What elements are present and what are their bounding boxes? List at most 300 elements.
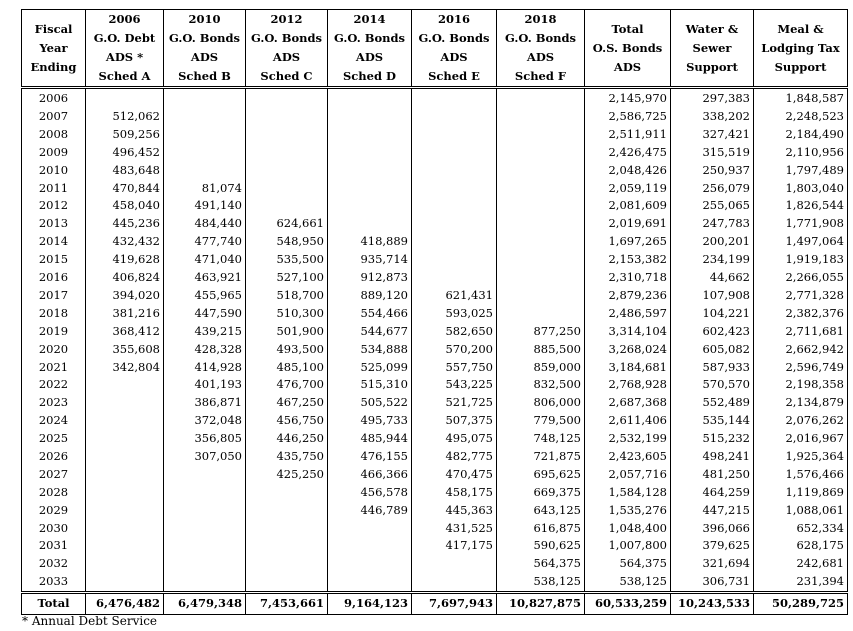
amount-cell: 1,697,265 xyxy=(585,233,671,251)
amount-cell: 2,076,262 xyxy=(754,412,848,430)
amount-cell xyxy=(86,88,164,108)
amount-cell: 889,120 xyxy=(328,287,412,305)
fiscal-year-cell: 2006 xyxy=(22,88,86,108)
amount-cell xyxy=(328,144,412,162)
amount-cell: 535,144 xyxy=(671,412,754,430)
column-header xyxy=(497,10,585,88)
table-footer xyxy=(22,592,848,614)
amount-cell: 381,216 xyxy=(86,305,164,323)
amount-cell: 593,025 xyxy=(412,305,497,323)
amount-cell: 466,366 xyxy=(328,466,412,484)
amount-cell: 587,933 xyxy=(671,358,754,376)
amount-cell: 406,824 xyxy=(86,269,164,287)
amount-cell: 477,740 xyxy=(164,233,246,251)
table-row xyxy=(22,144,848,162)
amount-cell: 621,431 xyxy=(412,287,497,305)
amount-cell: 515,310 xyxy=(328,376,412,394)
fiscal-year-cell: 2019 xyxy=(22,323,86,341)
amount-cell: 832,500 xyxy=(497,376,585,394)
fiscal-year-cell: 2023 xyxy=(22,394,86,412)
table-row xyxy=(22,466,848,484)
amount-cell xyxy=(246,88,328,108)
column-header-line: ADS xyxy=(190,50,219,64)
table-row xyxy=(22,340,848,358)
fiscal-year-cell: 2016 xyxy=(22,269,86,287)
amount-cell: 616,875 xyxy=(497,519,585,537)
amount-cell xyxy=(246,573,328,592)
amount-cell: 2,248,523 xyxy=(754,108,848,126)
amount-cell: 2,611,406 xyxy=(585,412,671,430)
amount-cell xyxy=(86,466,164,484)
amount-cell: 564,375 xyxy=(585,555,671,573)
amount-cell: 464,259 xyxy=(671,484,754,502)
column-header-line: ADS xyxy=(440,50,468,64)
amount-cell: 779,500 xyxy=(497,412,585,430)
amount-cell: 467,250 xyxy=(246,394,328,412)
amount-cell xyxy=(246,126,328,144)
amount-cell xyxy=(164,126,246,144)
amount-cell xyxy=(328,537,412,555)
amount-cell xyxy=(497,88,585,108)
amount-cell: 2,110,956 xyxy=(754,144,848,162)
column-header xyxy=(86,10,164,88)
table-row xyxy=(22,573,848,592)
amount-cell: 2,586,725 xyxy=(585,108,671,126)
amount-cell: 1,797,489 xyxy=(754,162,848,180)
table-row xyxy=(22,555,848,573)
table-row xyxy=(22,162,848,180)
amount-cell: 470,844 xyxy=(86,179,164,197)
fiscal-year-cell: 2012 xyxy=(22,197,86,215)
amount-cell xyxy=(86,501,164,519)
amount-cell: 342,804 xyxy=(86,358,164,376)
amount-cell: 493,500 xyxy=(246,340,328,358)
amount-cell xyxy=(412,573,497,592)
amount-cell: 695,625 xyxy=(497,466,585,484)
amount-cell: 231,394 xyxy=(754,573,848,592)
amount-cell: 1,088,061 xyxy=(754,501,848,519)
amount-cell: 521,725 xyxy=(412,394,497,412)
amount-cell xyxy=(412,88,497,108)
amount-cell: 446,250 xyxy=(246,430,328,448)
amount-cell: 2,511,911 xyxy=(585,126,671,144)
amount-cell: 471,040 xyxy=(164,251,246,269)
amount-cell xyxy=(86,519,164,537)
amount-cell xyxy=(328,555,412,573)
fiscal-year-cell: 2027 xyxy=(22,466,86,484)
total-amount-cell: 50,289,725 xyxy=(754,592,848,614)
amount-cell: 535,500 xyxy=(246,251,328,269)
debt-service-table-container xyxy=(21,9,847,615)
amount-cell xyxy=(412,144,497,162)
amount-cell xyxy=(497,251,585,269)
amount-cell xyxy=(164,537,246,555)
amount-cell: 912,873 xyxy=(328,269,412,287)
total-amount-cell: 10,243,533 xyxy=(671,592,754,614)
amount-cell: 485,100 xyxy=(246,358,328,376)
amount-cell: 401,193 xyxy=(164,376,246,394)
column-header-line: Water & xyxy=(685,21,739,36)
fiscal-year-cell: 2021 xyxy=(22,358,86,376)
amount-cell xyxy=(412,108,497,126)
amount-cell: 534,888 xyxy=(328,340,412,358)
fiscal-year-cell: 2025 xyxy=(22,430,86,448)
amount-cell: 1,925,364 xyxy=(754,448,848,466)
table-row xyxy=(22,501,848,519)
column-header xyxy=(585,10,671,88)
amount-cell: 2,879,236 xyxy=(585,287,671,305)
amount-cell: 543,225 xyxy=(412,376,497,394)
amount-cell: 306,731 xyxy=(671,573,754,592)
column-header-line: Lodging Tax xyxy=(761,40,840,55)
amount-cell: 445,236 xyxy=(86,215,164,233)
column-header-line: O.S. Bonds xyxy=(592,40,663,55)
amount-cell: 3,184,681 xyxy=(585,358,671,376)
amount-cell: 447,590 xyxy=(164,305,246,323)
table-row xyxy=(22,179,848,197)
amount-cell xyxy=(164,573,246,592)
amount-cell xyxy=(328,126,412,144)
amount-cell xyxy=(86,555,164,573)
amount-cell: 806,000 xyxy=(497,394,585,412)
amount-cell: 2,768,928 xyxy=(585,376,671,394)
amount-cell: 2,486,597 xyxy=(585,305,671,323)
amount-cell: 605,082 xyxy=(671,340,754,358)
amount-cell: 482,775 xyxy=(412,448,497,466)
amount-cell: 107,908 xyxy=(671,287,754,305)
fiscal-year-cell: 2032 xyxy=(22,555,86,573)
amount-cell xyxy=(246,197,328,215)
amount-cell: 515,232 xyxy=(671,430,754,448)
amount-cell: 501,900 xyxy=(246,323,328,341)
amount-cell: 507,375 xyxy=(412,412,497,430)
amount-cell xyxy=(86,448,164,466)
amount-cell: 242,681 xyxy=(754,555,848,573)
table-row xyxy=(22,108,848,126)
table-row xyxy=(22,197,848,215)
amount-cell xyxy=(328,88,412,108)
column-header-line: 2016 xyxy=(437,12,470,26)
footnote: * Annual Debt Service xyxy=(22,614,158,628)
amount-cell xyxy=(164,144,246,162)
amount-cell xyxy=(497,233,585,251)
column-header-line: Support xyxy=(774,59,827,74)
total-row xyxy=(22,592,848,614)
table-row xyxy=(22,537,848,555)
amount-cell: 104,221 xyxy=(671,305,754,323)
amount-cell: 2,426,475 xyxy=(585,144,671,162)
amount-cell: 2,382,376 xyxy=(754,305,848,323)
amount-cell xyxy=(412,251,497,269)
column-header-line: Sched B xyxy=(178,69,231,83)
amount-cell xyxy=(246,108,328,126)
amount-cell: 3,268,024 xyxy=(585,340,671,358)
table-header xyxy=(22,10,848,88)
fiscal-year-cell: 2009 xyxy=(22,144,86,162)
amount-cell: 748,125 xyxy=(497,430,585,448)
amount-cell xyxy=(328,162,412,180)
amount-cell: 234,199 xyxy=(671,251,754,269)
amount-cell xyxy=(86,376,164,394)
total-amount-cell: 7,697,943 xyxy=(412,592,497,614)
total-amount-cell: 9,164,123 xyxy=(328,592,412,614)
amount-cell: 1,497,064 xyxy=(754,233,848,251)
table-row xyxy=(22,394,848,412)
amount-cell: 356,805 xyxy=(164,430,246,448)
amount-cell: 518,700 xyxy=(246,287,328,305)
column-header-line: G.O. Bonds xyxy=(418,31,490,45)
amount-cell: 417,175 xyxy=(412,537,497,555)
amount-cell: 1,848,587 xyxy=(754,88,848,108)
amount-cell: 2,266,055 xyxy=(754,269,848,287)
column-header-line: Sewer xyxy=(692,40,732,55)
total-amount-cell: 60,533,259 xyxy=(585,592,671,614)
amount-cell xyxy=(164,108,246,126)
amount-cell xyxy=(497,269,585,287)
column-header-line: Sched F xyxy=(514,69,567,83)
amount-cell xyxy=(497,108,585,126)
amount-cell: 2,057,716 xyxy=(585,466,671,484)
amount-cell xyxy=(164,484,246,502)
amount-cell: 355,608 xyxy=(86,340,164,358)
amount-cell: 2,016,967 xyxy=(754,430,848,448)
column-header-line: 2006 xyxy=(108,12,141,26)
amount-cell xyxy=(412,197,497,215)
table-row xyxy=(22,430,848,448)
amount-cell xyxy=(328,108,412,126)
fiscal-year-cell: 2007 xyxy=(22,108,86,126)
column-header xyxy=(246,10,328,88)
amount-cell: 321,694 xyxy=(671,555,754,573)
column-header xyxy=(412,10,497,88)
amount-cell: 2,423,605 xyxy=(585,448,671,466)
fiscal-year-cell: 2017 xyxy=(22,287,86,305)
amount-cell: 570,200 xyxy=(412,340,497,358)
amount-cell: 1,576,466 xyxy=(754,466,848,484)
amount-cell: 458,175 xyxy=(412,484,497,502)
fiscal-year-cell: 2013 xyxy=(22,215,86,233)
column-header-line: Sched C xyxy=(260,69,313,83)
amount-cell: 2,532,199 xyxy=(585,430,671,448)
amount-cell xyxy=(412,162,497,180)
column-header-line: G.O. Bonds xyxy=(333,31,406,45)
column-header xyxy=(754,10,848,88)
column-header-line: Sched A xyxy=(98,69,151,83)
amount-cell: 512,062 xyxy=(86,108,164,126)
table-row xyxy=(22,305,848,323)
column-header-line: G.O. Bonds xyxy=(250,31,323,45)
amount-cell xyxy=(86,484,164,502)
amount-cell: 297,383 xyxy=(671,88,754,108)
amount-cell xyxy=(497,305,585,323)
column-header-line: ADS xyxy=(272,50,301,64)
amount-cell: 652,334 xyxy=(754,519,848,537)
amount-cell xyxy=(497,197,585,215)
amount-cell: 525,099 xyxy=(328,358,412,376)
table-row xyxy=(22,126,848,144)
fiscal-year-cell: 2026 xyxy=(22,448,86,466)
amount-cell: 455,965 xyxy=(164,287,246,305)
column-header-line: 2010 xyxy=(188,12,221,26)
amount-cell: 2,019,691 xyxy=(585,215,671,233)
amount-cell xyxy=(246,179,328,197)
column-header-line: 2012 xyxy=(270,12,303,26)
column-header-line: Total xyxy=(611,21,644,36)
amount-cell: 548,950 xyxy=(246,233,328,251)
amount-cell xyxy=(497,215,585,233)
amount-cell: 432,432 xyxy=(86,233,164,251)
amount-cell xyxy=(497,162,585,180)
fiscal-year-cell: 2015 xyxy=(22,251,86,269)
amount-cell: 372,048 xyxy=(164,412,246,430)
amount-cell xyxy=(164,162,246,180)
amount-cell: 510,300 xyxy=(246,305,328,323)
amount-cell: 885,500 xyxy=(497,340,585,358)
amount-cell: 394,020 xyxy=(86,287,164,305)
amount-cell: 2,711,681 xyxy=(754,323,848,341)
table-row xyxy=(22,484,848,502)
column-header-line: ADS xyxy=(526,50,555,64)
amount-cell xyxy=(164,519,246,537)
table-row xyxy=(22,412,848,430)
amount-cell xyxy=(86,394,164,412)
amount-cell xyxy=(246,519,328,537)
amount-cell: 935,714 xyxy=(328,251,412,269)
amount-cell xyxy=(246,501,328,519)
amount-cell: 495,733 xyxy=(328,412,412,430)
amount-cell: 247,783 xyxy=(671,215,754,233)
column-header-line: Fiscal xyxy=(34,21,73,36)
amount-cell: 557,750 xyxy=(412,358,497,376)
amount-cell: 463,921 xyxy=(164,269,246,287)
column-header-line: G.O. Bonds xyxy=(168,31,241,45)
amount-cell xyxy=(164,88,246,108)
amount-cell xyxy=(164,501,246,519)
amount-cell: 485,944 xyxy=(328,430,412,448)
amount-cell: 2,145,970 xyxy=(585,88,671,108)
amount-cell: 721,875 xyxy=(497,448,585,466)
amount-cell xyxy=(246,144,328,162)
amount-cell: 447,215 xyxy=(671,501,754,519)
column-header-line: G.O. Bonds xyxy=(504,31,577,45)
table-row xyxy=(22,448,848,466)
amount-cell: 570,570 xyxy=(671,376,754,394)
amount-cell: 582,650 xyxy=(412,323,497,341)
amount-cell: 484,440 xyxy=(164,215,246,233)
amount-cell xyxy=(86,412,164,430)
amount-cell: 476,155 xyxy=(328,448,412,466)
fiscal-year-cell: 2024 xyxy=(22,412,86,430)
fiscal-year-cell: 2014 xyxy=(22,233,86,251)
amount-cell: 496,452 xyxy=(86,144,164,162)
amount-cell: 498,241 xyxy=(671,448,754,466)
fiscal-year-cell: 2028 xyxy=(22,484,86,502)
column-header-line: G.O. Debt xyxy=(93,31,156,45)
column-header xyxy=(328,10,412,88)
table-row xyxy=(22,269,848,287)
amount-cell: 250,937 xyxy=(671,162,754,180)
fiscal-year-cell: 2033 xyxy=(22,573,86,592)
amount-cell xyxy=(164,466,246,484)
amount-cell: 2,662,942 xyxy=(754,340,848,358)
table-row xyxy=(22,251,848,269)
amount-cell: 859,000 xyxy=(497,358,585,376)
amount-cell: 458,040 xyxy=(86,197,164,215)
amount-cell: 470,475 xyxy=(412,466,497,484)
amount-cell xyxy=(412,233,497,251)
amount-cell: 527,100 xyxy=(246,269,328,287)
amount-cell: 307,050 xyxy=(164,448,246,466)
column-header-line: Ending xyxy=(30,59,77,74)
amount-cell: 1,584,128 xyxy=(585,484,671,502)
fiscal-year-cell: 2008 xyxy=(22,126,86,144)
amount-cell: 2,771,328 xyxy=(754,287,848,305)
amount-cell xyxy=(412,179,497,197)
total-amount-cell: 6,476,482 xyxy=(86,592,164,614)
amount-cell: 327,421 xyxy=(671,126,754,144)
amount-cell: 256,079 xyxy=(671,179,754,197)
amount-cell: 2,310,718 xyxy=(585,269,671,287)
amount-cell: 386,871 xyxy=(164,394,246,412)
total-amount-cell: 10,827,875 xyxy=(497,592,585,614)
fiscal-year-cell: 2010 xyxy=(22,162,86,180)
amount-cell xyxy=(328,573,412,592)
column-header-line: Support xyxy=(686,59,738,74)
amount-cell: 414,928 xyxy=(164,358,246,376)
amount-cell: 877,250 xyxy=(497,323,585,341)
amount-cell: 491,140 xyxy=(164,197,246,215)
amount-cell: 338,202 xyxy=(671,108,754,126)
amount-cell: 418,889 xyxy=(328,233,412,251)
amount-cell: 439,215 xyxy=(164,323,246,341)
amount-cell: 483,648 xyxy=(86,162,164,180)
table-row xyxy=(22,215,848,233)
fiscal-year-cell: 2031 xyxy=(22,537,86,555)
amount-cell xyxy=(86,430,164,448)
amount-cell: 2,134,879 xyxy=(754,394,848,412)
amount-cell: 446,789 xyxy=(328,501,412,519)
amount-cell: 3,314,104 xyxy=(585,323,671,341)
amount-cell: 2,198,358 xyxy=(754,376,848,394)
amount-cell: 538,125 xyxy=(497,573,585,592)
amount-cell: 1,535,276 xyxy=(585,501,671,519)
amount-cell: 628,175 xyxy=(754,537,848,555)
fiscal-year-cell: 2020 xyxy=(22,340,86,358)
amount-cell: 2,153,382 xyxy=(585,251,671,269)
amount-cell: 200,201 xyxy=(671,233,754,251)
amount-cell: 552,489 xyxy=(671,394,754,412)
amount-cell: 505,522 xyxy=(328,394,412,412)
amount-cell xyxy=(328,519,412,537)
column-header xyxy=(671,10,754,88)
header-row xyxy=(22,10,848,88)
amount-cell xyxy=(412,215,497,233)
amount-cell xyxy=(328,215,412,233)
amount-cell xyxy=(497,179,585,197)
column-header-line: 2018 xyxy=(524,12,557,26)
amount-cell: 538,125 xyxy=(585,573,671,592)
amount-cell xyxy=(86,537,164,555)
column-header-line: Year xyxy=(39,40,68,55)
column-header-line: ADS xyxy=(613,59,642,74)
amount-cell: 435,750 xyxy=(246,448,328,466)
total-amount-cell: 7,453,661 xyxy=(246,592,328,614)
fiscal-year-cell: 2029 xyxy=(22,501,86,519)
fiscal-year-cell: 2011 xyxy=(22,179,86,197)
amount-cell: 481,250 xyxy=(671,466,754,484)
amount-cell: 509,256 xyxy=(86,126,164,144)
amount-cell: 1,803,040 xyxy=(754,179,848,197)
